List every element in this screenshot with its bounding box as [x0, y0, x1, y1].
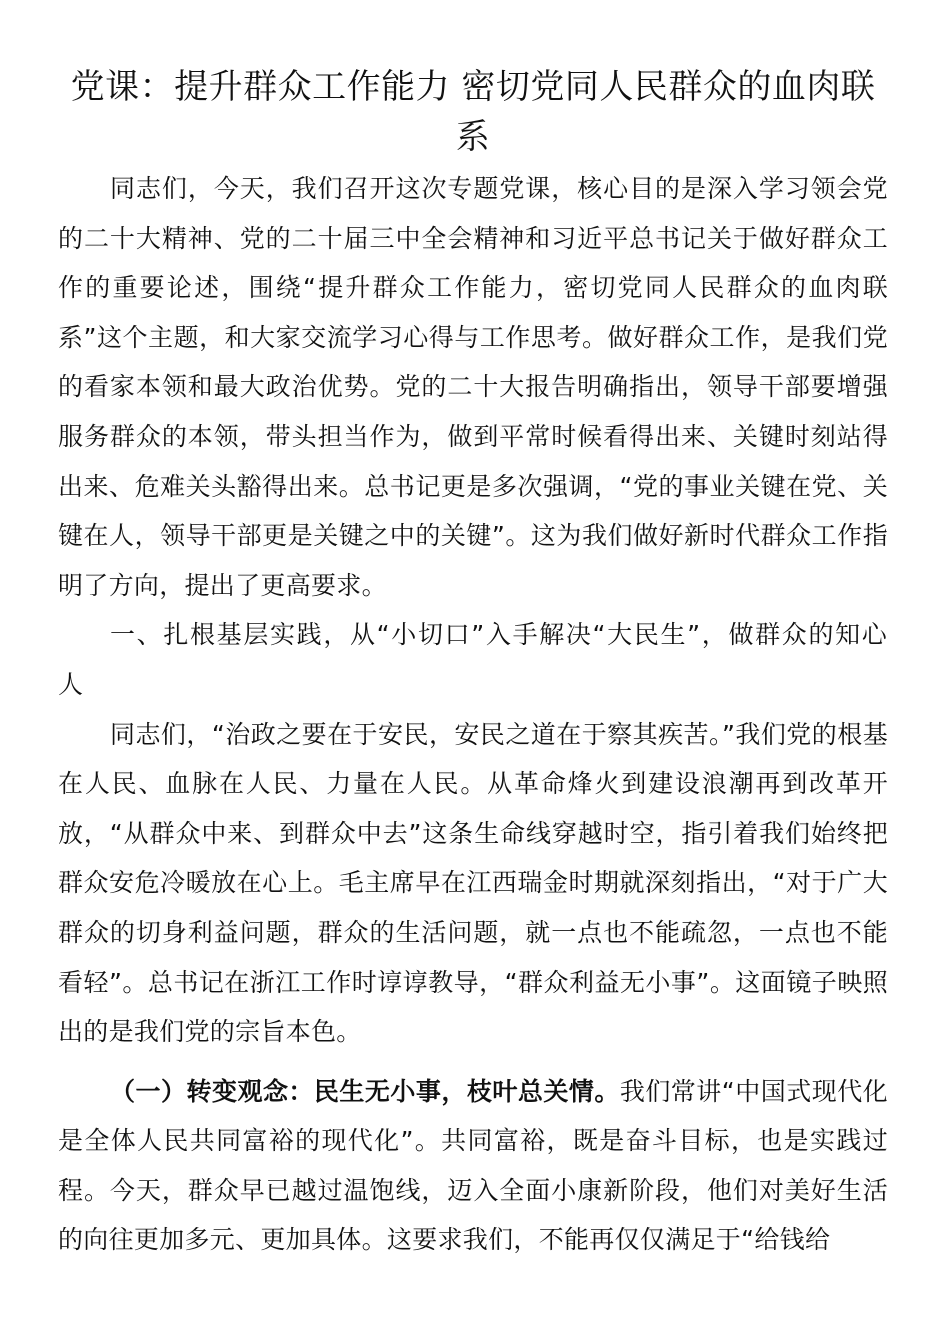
document-title: 党课：提升群众工作能力 密切党同人民群众的血肉联系: [70, 67, 876, 157]
subsection-1-lead: （一）转变观念：民生无小事，枝叶总关情。: [110, 1076, 620, 1106]
subsection-1-text: 我们常讲“中国式现代化是全体人民共同富裕的现代化”。共同富裕，既是奋斗目标，也是实践过程。今天，群众早已越过温饱线，迈入全面小康新阶段，他们对美好生活的向往更加多元、更加具体。这要求我们，不能再仅仅满足于“给钱给: [58, 1076, 888, 1255]
section-1-heading: 一、扎根基层实践，从“小切口”入手解决“大民生”，做群众的知心人: [58, 620, 888, 699]
section-1-body: 同志们，“治政之要在于安民，安民之道在于察其疾苦。”我们党的根基在人民、血脉在人民、力量在人民。从革命烽火到建设浪潮再到改革开放，“从群众中来、到群众中去”这条生命线穿越时空，指引着我们始终把群众安危冷暖放在心上。毛主席早在江西瑞金时期就深刻指出，“对于广大群众的切身利益问题，群众的生活问题，就一点也不能疏忽，一点也不能看轻”。总书记在浙江工作时谆谆教导，“群众利益无小事”。这面镜子映照出的是我们党的宗旨本色。: [58, 719, 888, 1047]
subsection-1-paragraph: [58, 1067, 888, 1265]
intro-paragraph: 同志们，今天，我们召开这次专题党课，核心目的是深入学习领会党的二十大精神、党的二十届三中全会精神和习近平总书记关于做好群众工作的重要论述，围绕“提升群众工作能力，密切党同人民群众的血肉联系”这个主题，和大家交流学习心得与工作思考。做好群众工作，是我们党的看家本领和最大政治优势。党的二十大报告明确指出，领导干部要增强服务群众的本领，带头担当作为，做到平常时候看得出来、关键时刻站得出来、危难关头豁得出来。总书记更是多次强调，“党的事业关键在党、关键在人，领导干部更是关键之中的关键”。这为我们做好新时代群众工作指明了方向，提出了更高要求。: [58, 174, 888, 600]
